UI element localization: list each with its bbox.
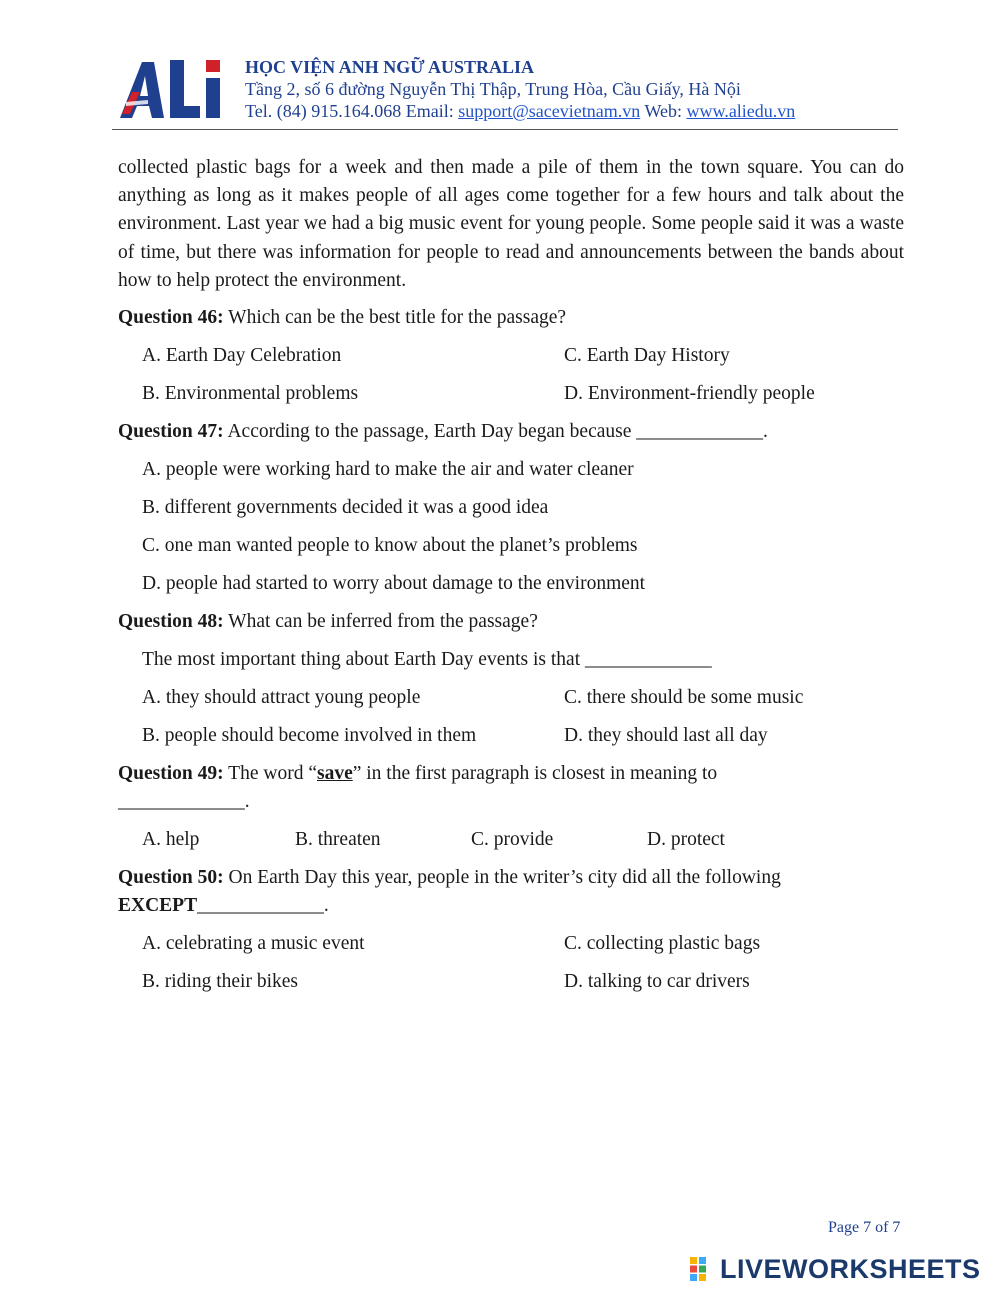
question-label: Question 46: [118,307,224,329]
option-a[interactable]: A. people were working hard to make the air and water cleaner [142,459,634,481]
org-name: HỌC VIỆN ANH NGỮ AUSTRALIA [245,57,535,77]
liveworksheets-brand [690,1254,981,1284]
question-label: Question 47: [118,421,224,443]
liveworksheets-wordmark: LIVEWORKSHEETS [720,1253,981,1284]
option-d[interactable]: D. people had started to worry about damage to the environment [142,573,646,595]
web-label: Web: [644,101,682,121]
option-b[interactable]: B. threaten [295,829,381,851]
question-text: What can be inferred from the passage? [228,611,538,633]
except-line [118,892,904,920]
option-d[interactable]: D. they should last all day [564,725,768,747]
option-d[interactable]: D. Environment-friendly people [564,383,815,405]
option-b[interactable]: B. Environmental problems [142,383,359,405]
question-label: Question 48: [118,611,224,633]
option-row [118,968,904,996]
question-46 [118,304,904,332]
page-number: Page 7 of 7 [828,1219,901,1236]
liveworksheets-logo-icon [690,1257,716,1281]
question-50 [118,864,904,920]
keyword: save [316,763,353,785]
option-row [118,684,904,712]
answer-blank[interactable]: _____________. [118,791,250,813]
question-47 [118,418,904,446]
org-address: Tầng 2, số 6 đường Nguyễn Thị Thập, Trung Hòa, Cầu Giấy, Hà Nội [245,79,741,99]
question-49 [118,760,904,816]
question-text: According to the passage, Earth Day began because _____________. [227,421,768,443]
option-a[interactable]: A. Earth Day Celebration [142,345,342,367]
org-contact [245,100,795,122]
question-label: Question 49: [118,763,224,785]
option-c[interactable]: C. provide [471,829,554,851]
question-text-before: The word “ [228,763,317,785]
header-divider [112,129,898,130]
web-link[interactable]: www.aliedu.vn [686,101,796,121]
option-c[interactable]: C. collecting plastic bags [564,933,761,955]
option-row [118,930,904,958]
option-b[interactable]: B. people should become involved in them [142,725,477,747]
main-content [118,154,904,996]
option-c[interactable]: C. one man wanted people to know about the planet’s problems [142,535,638,557]
option-c[interactable]: C. there should be some music [564,687,804,709]
email-link[interactable]: support@sacevietnam.vn [458,101,641,121]
option-a[interactable]: A. help [142,829,200,851]
question-label: Question 50: [118,867,224,889]
page-header [112,46,898,130]
question-text: Which can be the best title for the passage? [228,307,567,329]
option-d[interactable]: D. talking to car drivers [564,971,750,993]
option-a[interactable]: A. they should attract young people [142,687,421,709]
option-c[interactable]: C. Earth Day History [564,345,730,367]
option-row [118,722,904,750]
option-b[interactable]: B. riding their bikes [142,971,298,993]
answer-blank[interactable]: _____________. [197,895,329,917]
passage-text: collected plastic bags for a week and then made a pile of them in the town square. You can do anything as long as it makes people of all ages come together for a few hours and talk about the environment. Last year we had a big music event for young people. Some people said it was a waste of time, but there was information for people to read and announcements between the bands about how to help protect the environment. [118,157,904,291]
option-row [118,826,904,854]
option-row [118,342,904,370]
option-a[interactable]: A. celebrating a music event [142,933,365,955]
question-text: On Earth Day this year, people in the writer’s city did all the following [228,867,781,889]
tel-label: Tel. (84) 915.164.068 Email: [245,101,454,121]
question-text-after: ” in the first paragraph is closest in meaning to [352,763,718,785]
question-stem: The most important thing about Earth Day events is that _____________ [142,649,712,671]
option-row [118,380,904,408]
option-b[interactable]: B. different governments decided it was a good idea [142,497,549,519]
option-d[interactable]: D. protect [647,829,725,851]
question-48 [118,608,904,636]
except-word: EXCEPT [118,895,198,917]
org-info [245,56,795,122]
ali-logo [118,52,228,122]
